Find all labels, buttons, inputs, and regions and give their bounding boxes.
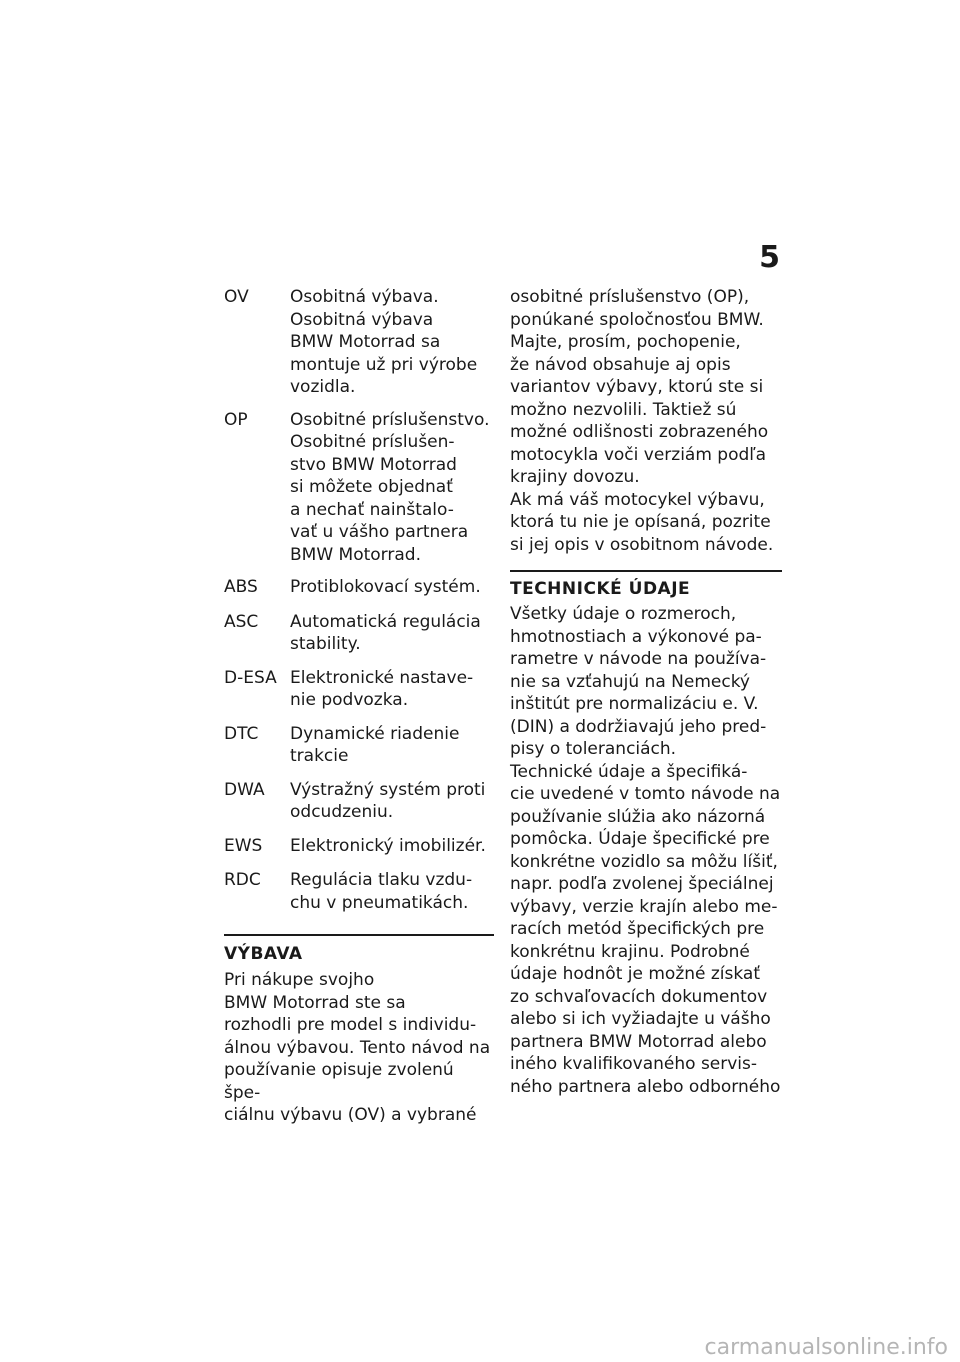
abbreviation-list [224, 286, 494, 914]
abbreviation-term: OV [224, 287, 249, 307]
technicke-udaje-paragraph: Všetky údaje o rozmeroch, hmotnostiach a výkonové pa- rametre v návode na používa- nie sa vzťahujú na Nemecký inštitút pre normalizáciu e. V. (DIN) a dodržiavajú jeho pred- pisy o toleranciách. Technické údaje a špecifiká- cie uvedené v tomto návode na používanie slúžia ako názorná pomôcka. Údaje špecifické pre konkrétne vozidlo sa môžu líšiť, napr. podľa zvolenej špeciálnej výbavy, verzie krajín alebo me- racích metód špecifických pre konkrétnu krajinu. Podrobné údaje hodnôt je možné získať zo schvaľovacích dokumentov alebo si ich vyžiadajte u vášho partnera BMW Motorrad alebo iného kvalifikovaného servis- ného partnera alebo odborného [510, 604, 781, 1097]
left-column [224, 286, 494, 1127]
abbreviation-row-op [224, 409, 494, 567]
abbreviation-definition: Dynamické riadenie trakcie [290, 723, 460, 766]
right-column [510, 286, 782, 1098]
abbreviation-definition: Regulácia tlaku vzdu- chu v pneumatikách. [290, 870, 473, 913]
section-heading-vybava: VÝBAVA [224, 944, 303, 964]
abbreviation-definition: Elektronický imobilizér. [290, 835, 486, 856]
abbreviation-definition: Elektronické nastave- nie podvozka. [290, 667, 474, 710]
abbreviation-definition: Automatická regulácia stability. [290, 611, 481, 654]
abbreviation-term: D-ESA [224, 667, 277, 688]
abbreviation-term: ASC [224, 611, 259, 632]
abbreviation-row-ov [224, 286, 494, 399]
abbreviation-row-ews [224, 835, 494, 858]
abbreviation-term: EWS [224, 835, 263, 856]
page-number: 5 [759, 240, 780, 275]
abbreviation-term: DTC [224, 723, 259, 744]
abbreviation-row-d-esa [224, 667, 494, 712]
abbreviation-term: DWA [224, 779, 265, 800]
abbreviation-definition: Osobitné príslušenstvo. Osobitné príslušen- stvo BMW Motorrad si môžete objednať a nechať nainštalo- vať u vášho partnera BMW Motorrad. [290, 409, 490, 565]
abbreviation-term: OP [224, 409, 248, 430]
abbreviation-term: ABS [224, 577, 258, 597]
abbreviation-row-asc [224, 611, 494, 656]
abbreviation-row-dwa [224, 779, 494, 824]
abbreviation-term: RDC [224, 870, 261, 890]
section-divider [510, 570, 782, 572]
abbreviation-row-rdc [224, 869, 494, 914]
abbreviation-row-dtc [224, 723, 494, 768]
section-heading-technicke-udaje: TECHNICKÉ ÚDAJE [510, 579, 691, 599]
section-divider [224, 934, 494, 936]
abbreviation-definition: Protiblokovací systém. [290, 577, 481, 597]
abbreviation-row-abs [224, 576, 494, 599]
watermark: carmanualsonline.info [704, 1335, 948, 1360]
intro-paragraph: osobitné príslušenstvo (OP), ponúkané spoločnosťou BMW. Majte, prosím, pochopenie, že návod obsahuje aj opis variantov výbavy, ktorú ste si možno nezvolili. Taktiež sú možné odlišnosti zobrazeného motocykla voči verziám podľa krajiny dovozu. Ak má váš motocykel výbavu, ktorá tu nie je opísaná, pozrite si jej opis v osobitnom návode. [510, 287, 774, 555]
abbreviation-definition: Výstražný systém proti odcudzeniu. [290, 779, 486, 822]
abbreviation-definition: Osobitná výbava. Osobitná výbava BMW Motorrad sa montuje už pri výrobe vozidla. [290, 287, 478, 397]
vybava-paragraph: Pri nákupe svojho BMW Motorrad ste sa rozhodli pre model s individu- álnou výbavou. Tento návod na používanie opisuje zvolenú špe- ciálnu výbavu (OV) a vybrané [224, 970, 491, 1125]
